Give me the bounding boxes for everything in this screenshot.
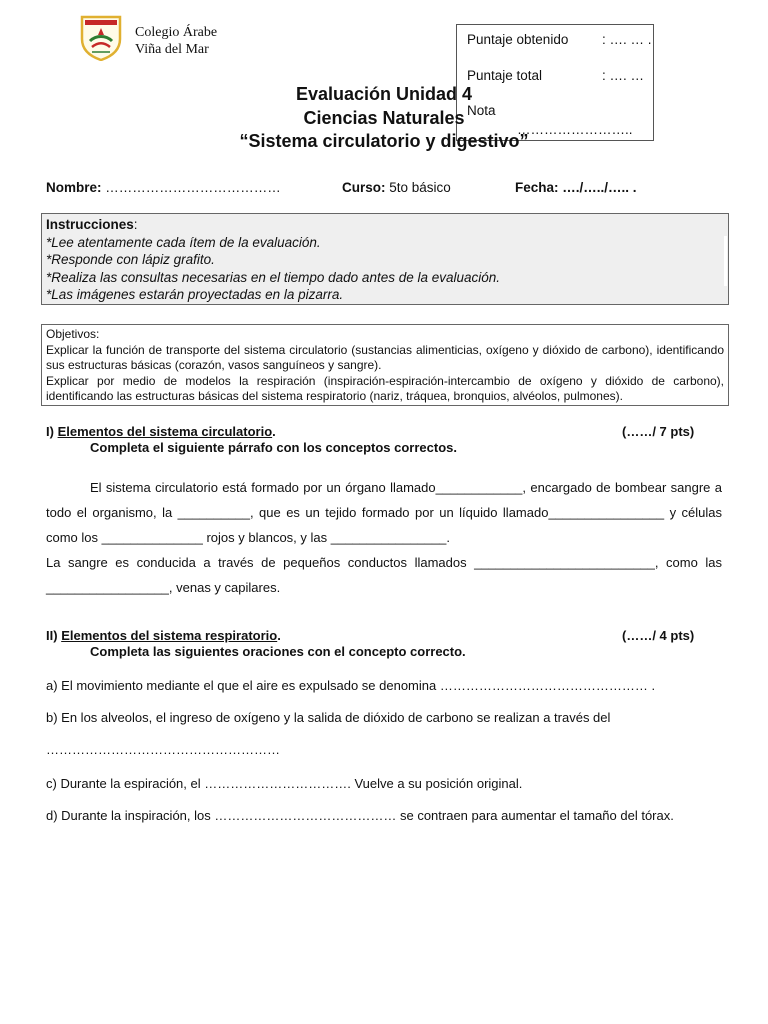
date-label: Fecha: <box>515 180 559 195</box>
instructions-box <box>41 213 729 305</box>
title-topic: “Sistema circulatorio y digestivo” <box>239 131 529 151</box>
instruction-item: *Lee atentamente cada ítem de la evaluación. <box>46 234 321 250</box>
section1-title-period: . <box>272 424 276 439</box>
instructions-heading-colon: : <box>133 217 138 232</box>
name-dots: ………………………………… <box>105 180 281 195</box>
grade-dots[interactable]: …………………….. <box>517 122 633 137</box>
section2-title-period: . <box>277 628 281 643</box>
instruction-item: *Realiza las consultas necesarias en el tiempo dado antes de la evaluación. <box>46 269 501 285</box>
instruction-item: *Las imágenes estarán proyectadas en la pizarra. <box>46 287 344 302</box>
score-total-row <box>467 68 645 83</box>
grade-label: Nota <box>467 103 496 118</box>
section2-title: Elementos del sistema respiratorio <box>61 628 278 643</box>
title-subject: Ciencias Naturales <box>303 108 465 128</box>
instruction-item: *Responde con lápiz grafito. <box>46 252 215 267</box>
title-evaluation: Evaluación Unidad 4 <box>295 84 473 104</box>
objectives-heading: Objetivos: <box>46 327 100 341</box>
box-edge-highlight <box>724 236 727 286</box>
section1-title: Elementos del sistema circulatorio <box>57 424 273 439</box>
name-field[interactable] <box>46 180 281 195</box>
paragraph-part1: El sistema circulatorio está formado por un órgano llamado____________, encargado de bombear sangre a todo el organismo, la __________, que es un tejido formado por un líquido llamado________________ y células como los ______________ rojos y blancos, y las ________________. <box>46 480 722 545</box>
instructions-heading: Instrucciones <box>46 217 134 232</box>
score-obtained-dots[interactable]: : …. … . <box>602 32 652 47</box>
score-total-dots[interactable]: : …. … <box>602 68 645 83</box>
section2-number: II) <box>46 628 58 643</box>
section1-number: I) <box>46 424 54 439</box>
question-b[interactable]: b) En los alveolos, el ingreso de oxígeno y la salida de dióxido de carbono se realizan a través del <box>46 710 611 725</box>
school-name-line2: Viña del Mar <box>135 42 209 57</box>
section2-points: (……/ 4 pts) <box>622 628 695 643</box>
question-a[interactable]: a) El movimiento mediante el que el aire es expulsado se denomina ………………………………………… . <box>46 678 656 693</box>
section2-heading <box>46 628 281 643</box>
course-field <box>342 180 451 195</box>
date-field[interactable] <box>515 180 637 195</box>
section1-paragraph[interactable] <box>46 475 722 600</box>
question-d[interactable]: d) Durante la inspiración, los …………………………………… se contraen para aumentar el tamaño del tórax. <box>46 808 674 823</box>
score-obtained-row <box>467 32 652 47</box>
section1-heading <box>46 424 276 439</box>
objectives-box <box>41 324 729 406</box>
school-name-line1: Colegio Árabe <box>135 25 218 40</box>
course-label: Curso: <box>342 180 386 195</box>
section2-instruction: Completa las siguientes oraciones con el concepto correcto. <box>90 644 466 659</box>
question-c[interactable]: c) Durante la espiración, el ……………………………. Vuelve a su posición original. <box>46 776 523 791</box>
school-crest-logo <box>80 15 122 61</box>
section1-points: (……/ 7 pts) <box>622 424 695 439</box>
paragraph-part2: La sangre es conducida a través de pequeños conductos llamados _________________________, como las _________________, venas y capilares. <box>46 555 722 595</box>
objective-item: Explicar la función de transporte del sistema circulatorio (sustancias alimenticias, oxígeno y dióxido de carbono), identificando sus estructuras básicas (corazón, vasos sanguíneos y sangre). <box>46 342 724 372</box>
date-value: …./…../….. . <box>562 180 637 195</box>
question-b-answer-line[interactable]: ……………………………………………… <box>46 742 280 757</box>
score-obtained-label: Puntaje obtenido <box>467 32 569 47</box>
course-value: 5to básico <box>389 180 451 195</box>
objective-item: Explicar por medio de modelos la respiración (inspiración-espiración-intercambio de oxígeno y dióxido de carbono), identificando las estructuras básicas del sistema respiratorio (nariz, tráquea, bronquios, alvéolos, pulmones). <box>46 373 724 403</box>
section1-instruction: Completa el siguiente párrafo con los conceptos correctos. <box>90 440 457 455</box>
name-label: Nombre: <box>46 180 102 195</box>
school-name <box>135 24 217 58</box>
score-total-label: Puntaje total <box>467 68 543 83</box>
